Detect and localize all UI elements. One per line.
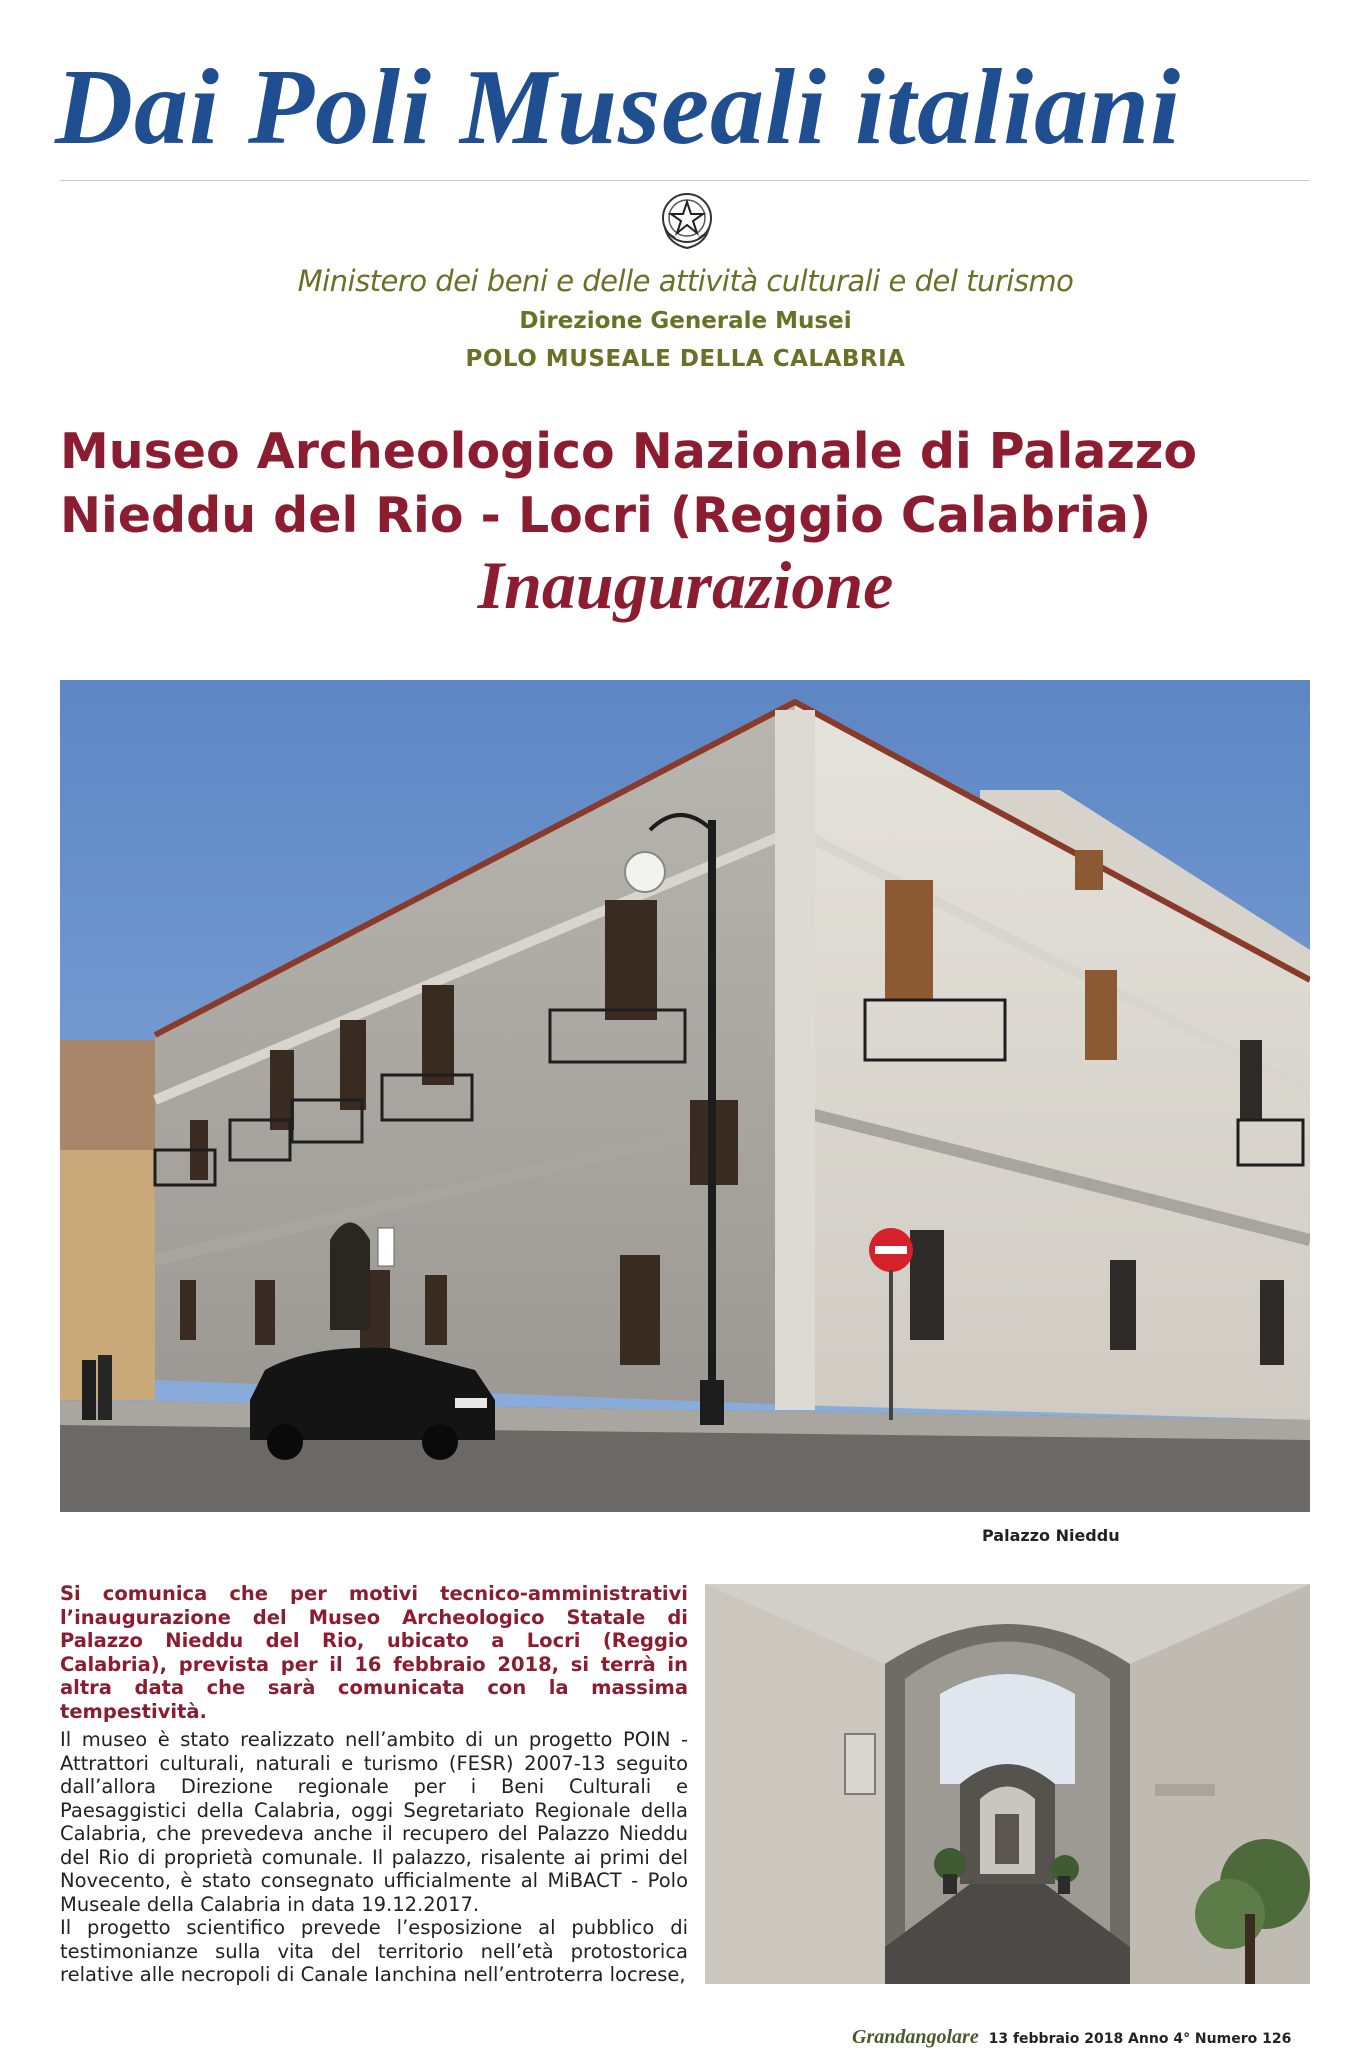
article-paragraph: Il progetto scientifico prevede l’esposizione al pubblico di testimonianze sulla vita del territorio nell’età protostorica relative alle necropoli di Canale Ianchina nell’entroterra locrese, <box>60 1916 688 1986</box>
republic-emblem-icon <box>655 188 719 252</box>
article-title-line2: Nieddu del Rio - Locri (Reggio Calabria) <box>60 487 1152 544</box>
article-title-line1: Museo Archeologico Nazionale di Palazzo <box>60 423 1198 480</box>
article-subtitle: Inaugurazione <box>477 547 894 623</box>
main-photo-caption: Palazzo Nieddu <box>982 1526 1120 1545</box>
masthead-title: Dai Poli Museali italiani <box>55 48 1182 167</box>
palazzo-nieddu-photo <box>60 680 1310 1512</box>
publication-name: Grandangolare <box>852 2026 979 2048</box>
article-title <box>60 420 1320 548</box>
courtyard-arcade-photo <box>705 1584 1310 1984</box>
ministry-name: Ministero dei beni e delle attività culturali e del turismo <box>297 264 1074 298</box>
issue-info: 13 febbraio 2018 Anno 4° Numero 126 <box>988 2031 1292 2047</box>
article-paragraph: Il museo è stato realizzato nell’ambito di un progetto POIN - Attrattori culturali, naturali e turismo (FESR) 2007-13 seguito dall’allora Direzione regionale per i Beni Culturali e Paesaggistici della Calabria, oggi Segretariato Regionale della Calabria, che prevedeva anche il recupero del Palazzo Nieddu del Rio di proprietà comunale. Il palazzo, risalente ai primi del Novecento, è stato consegnato ufficialmente al MiBACT - Polo Museale della Calabria in data 19.12.2017. <box>60 1728 688 1916</box>
article-body <box>60 1728 688 1987</box>
directorate-name: Direzione Generale Musei <box>519 308 852 334</box>
masthead-divider <box>60 180 1310 181</box>
polo-name: POLO MUSEALE DELLA CALABRIA <box>465 346 906 372</box>
page-footer <box>852 2026 1322 2049</box>
article-lead: Si comunica che per motivi tecnico-amministrativi l’inaugurazione del Museo Archeologico Statale di Palazzo Nieddu del Rio, ubicato a Locri (Reggio Calabria), prevista per il 16 febbraio 2018, si terrà in altra data che sarà comunicata con la massima tempestività. <box>60 1582 688 1723</box>
